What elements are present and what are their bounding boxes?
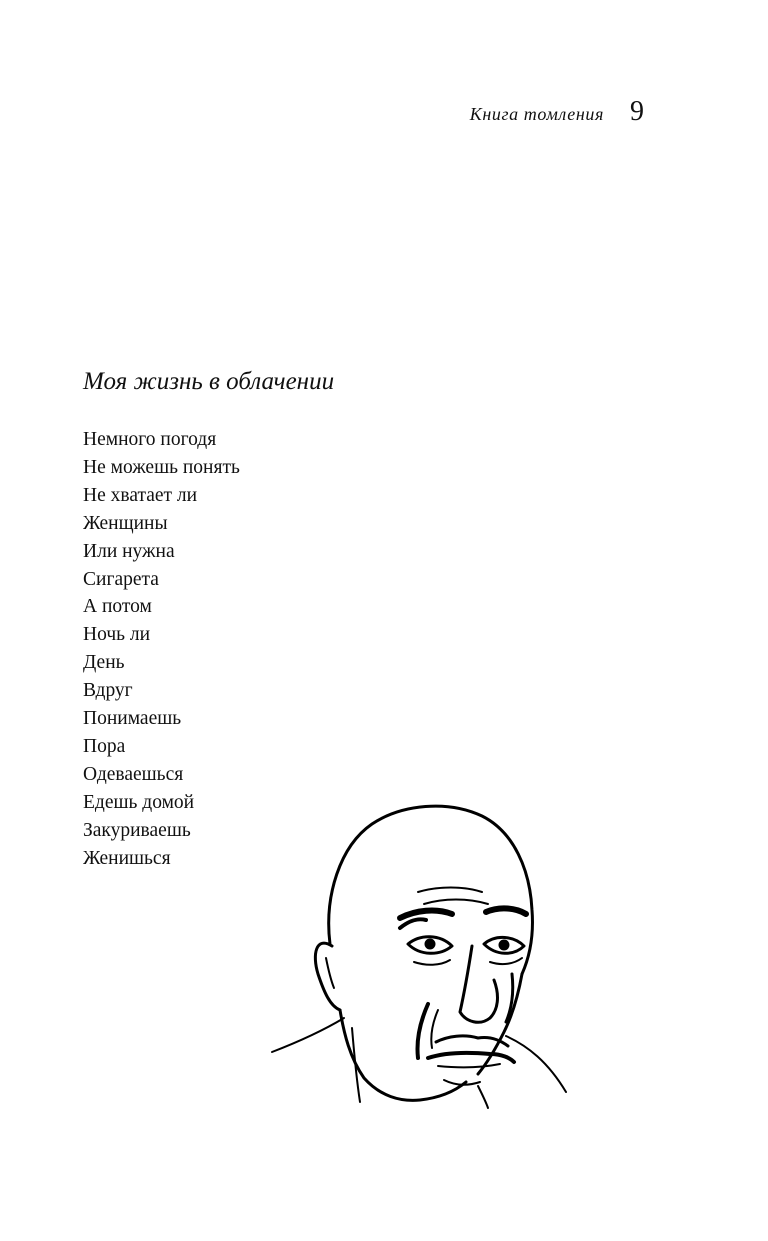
poem-line: Или нужна bbox=[83, 540, 175, 562]
shoulder-left bbox=[272, 1018, 344, 1052]
poem-line: Сигарета bbox=[83, 568, 159, 590]
portrait-sketch-icon bbox=[268, 796, 572, 1114]
poem-line: Не хватает ли bbox=[83, 484, 198, 506]
mouth bbox=[428, 1053, 514, 1062]
shoulder-right bbox=[506, 1036, 566, 1092]
poem-line: Не можешь понять bbox=[83, 456, 240, 478]
poem-line: Женщины bbox=[83, 512, 168, 534]
page-number: 9 bbox=[630, 96, 644, 127]
left-ear bbox=[315, 943, 340, 1010]
poem-line: Закуриваешь bbox=[83, 819, 191, 841]
poem-title: Моя жизнь в облачении bbox=[83, 368, 335, 395]
right-brow bbox=[486, 908, 526, 914]
poem-line: Пора bbox=[83, 735, 126, 757]
poem-line: Немного погодя bbox=[83, 429, 217, 450]
nose bbox=[460, 946, 490, 1022]
poem-line: Женишься bbox=[83, 847, 171, 869]
running-title: Книга томления bbox=[469, 104, 604, 124]
poem-line: Ночь ли bbox=[83, 624, 151, 646]
poem-line: Понимаешь bbox=[83, 708, 182, 730]
poem-line: Одеваешься bbox=[83, 763, 184, 785]
poem-line: Едешь домой bbox=[83, 791, 195, 813]
jaw-right bbox=[478, 974, 522, 1074]
poem-body bbox=[83, 426, 240, 873]
poem-line: Вдруг bbox=[83, 680, 133, 702]
running-head bbox=[470, 96, 644, 128]
poem-line: День bbox=[83, 652, 125, 674]
poem-line: А потом bbox=[83, 596, 152, 618]
left-brow bbox=[400, 911, 452, 918]
